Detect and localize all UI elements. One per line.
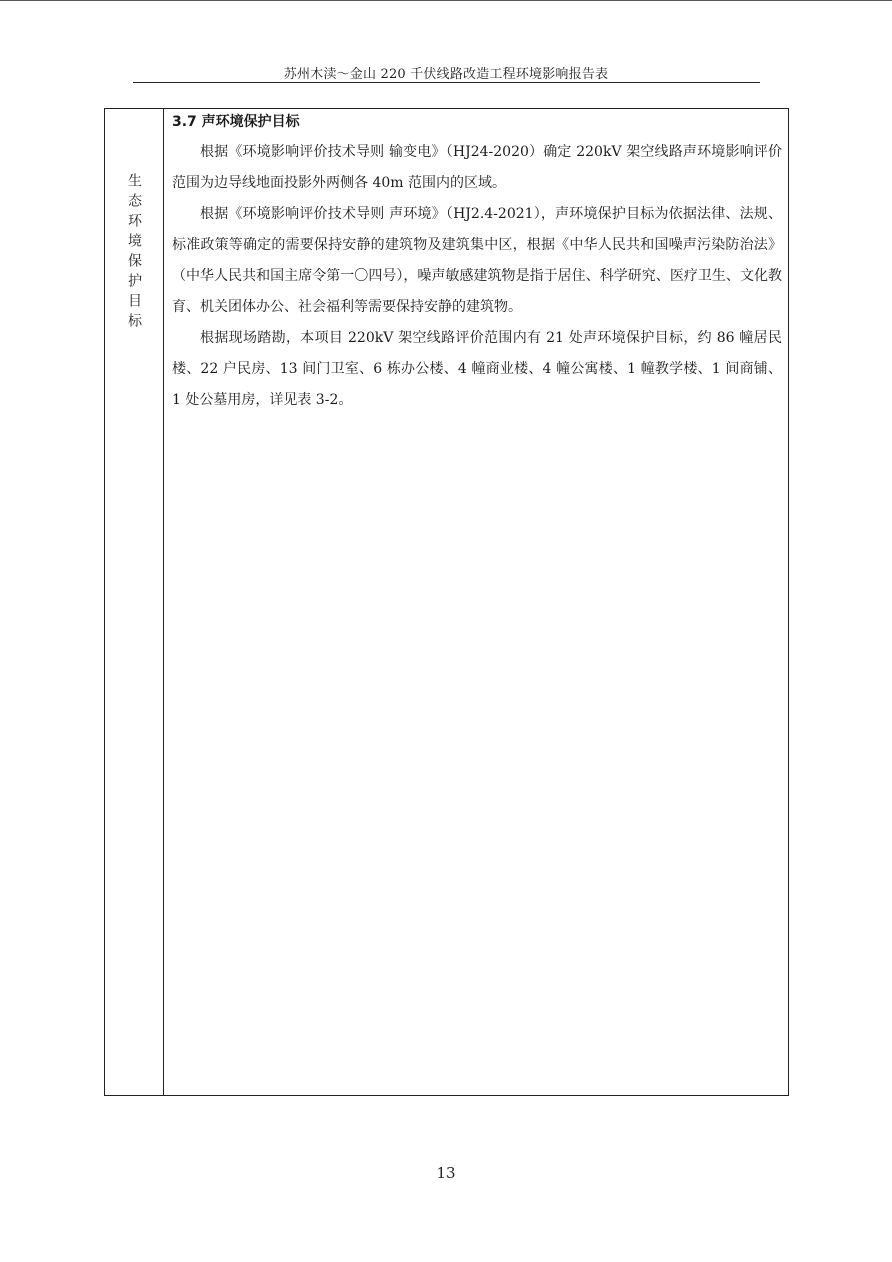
page-number: 13 [436,1164,456,1182]
page-top-border [0,0,892,1]
row-label: 生态环境保护目标 [126,173,142,333]
paragraph-protection-target-definition: 根据《环境影响评价技术导则 声环境》（HJ2.4-2021），声环境保护目标为依据法律、法规、标准政策等确定的需要保持安静的建筑物及建筑集中区，根据《中华人民共和国噪声污染防治法》（中华人民共和国主席令第一〇四号），噪声敏感建筑物是指于居住、科学研究、医疗卫生、文化教育、机关团体办公、社会福利等需要保持安静的建筑物。 [172,206,782,315]
running-header-title: 苏州木渎～金山 220 千伏线路改造工程环境影响报告表 [283,67,609,82]
row-label-cell [105,109,164,1095]
paragraph-site-survey-summary: 根据现场踏勘，本项目 220kV 架空线路评价范围内有 21 处声环境保护目标，约 86 幢居民楼、22 户民房、13 间门卫室、6 栋办公楼、4 幢商业楼、4 幢公寓楼、1 幢教学楼、1 间商铺、1 处公墓用房，详见表 3-2。 [172,330,782,408]
header-rule [133,82,760,83]
section-heading: 3.7 声环境保护目标 [172,114,300,130]
report-form-table [104,108,789,1096]
row-content-cell [164,109,788,1095]
paragraph-evaluation-range: 根据《环境影响评价技术导则 输变电》（HJ24-2020）确定 220kV 架空线路声环境影响评价范围为边导线地面投影外两侧各 40m 范围内的区域。 [172,144,782,191]
